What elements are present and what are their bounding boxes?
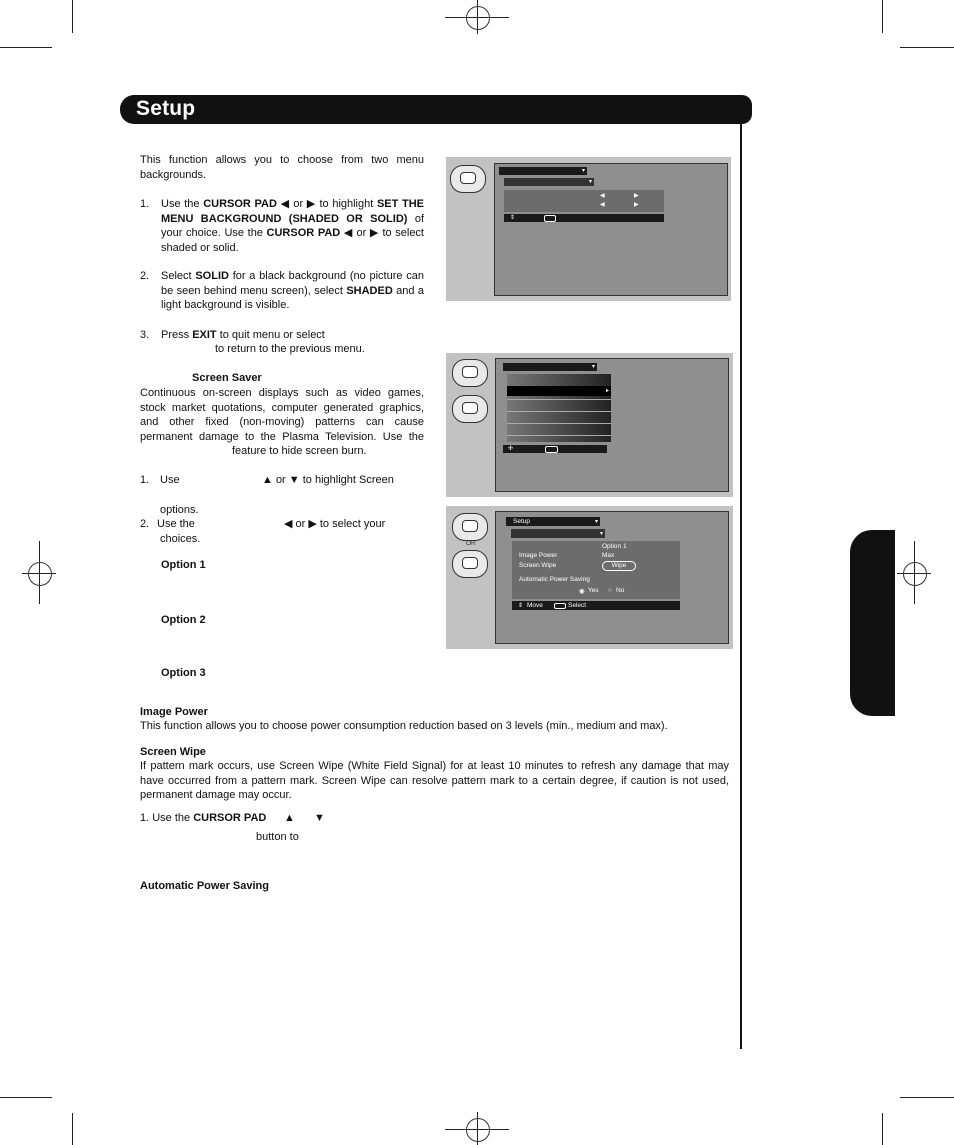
remote-cursor-pad-icon bbox=[452, 550, 488, 578]
sw-step-1: 1. Use the CURSOR PAD bbox=[140, 812, 267, 824]
option-label: Option 1 bbox=[161, 559, 206, 571]
sw-step-1-up: ▲ bbox=[284, 812, 295, 824]
submenu-bar: ▾ bbox=[504, 178, 594, 186]
auto-power-label: Automatic Power Saving bbox=[519, 576, 590, 583]
step-2-text: Select SOLID for a black background (no picture can be seen behind menu screen), select SHADED and a light background is visible. bbox=[161, 270, 424, 312]
crop-mark bbox=[882, 0, 883, 33]
menu-title-bar: ▾ bbox=[499, 167, 587, 175]
wipe-button[interactable]: Wipe bbox=[602, 561, 636, 571]
radio-no-icon[interactable]: ○ bbox=[608, 587, 612, 594]
step-number: 2. bbox=[140, 518, 150, 530]
sw-step-1-down: ▼ bbox=[314, 812, 325, 824]
illustration-panel-1 bbox=[446, 157, 731, 301]
menu-item-selected: ▸ bbox=[507, 386, 611, 396]
image-power-label: Image Power bbox=[519, 552, 558, 559]
crop-mark bbox=[900, 47, 954, 48]
auto-power-heading: Automatic Power Saving bbox=[140, 880, 269, 892]
registration-circle bbox=[466, 1118, 490, 1142]
image-power-heading: Image Power bbox=[140, 706, 208, 718]
nav-bar bbox=[512, 601, 680, 610]
select-icon bbox=[554, 603, 566, 609]
nav-bar: ⇕ bbox=[504, 214, 664, 222]
registration-circle bbox=[466, 6, 490, 30]
registration-circle bbox=[903, 562, 927, 586]
menu-title-bar: Setup ▾ bbox=[506, 517, 600, 526]
vertical-rule bbox=[740, 124, 742, 1049]
menu-title-bar: ▾ bbox=[503, 363, 597, 371]
crop-mark bbox=[0, 47, 52, 48]
image-power-body: This function allows you to choose power consumption reduction based on 3 levels (min., medium and max). bbox=[140, 720, 668, 732]
menu-title: Setup bbox=[513, 518, 530, 525]
remote-cursor-pad-icon bbox=[452, 395, 488, 423]
ss-step-1-b: ▲ or ▼ to highlight Screen bbox=[262, 474, 394, 486]
option-label: Option 2 bbox=[161, 614, 206, 626]
screen-wipe-label: Screen Wipe bbox=[519, 562, 557, 569]
step-number: 3. bbox=[140, 329, 150, 341]
crop-mark bbox=[72, 0, 73, 33]
crop-mark bbox=[72, 1113, 73, 1145]
osd-screen bbox=[495, 511, 729, 644]
no-label: No bbox=[616, 587, 625, 594]
ss-step-1-a: Use bbox=[160, 474, 180, 486]
remote-menu-icon bbox=[452, 359, 488, 387]
yes-label: Yes bbox=[588, 587, 599, 594]
settings-box bbox=[512, 541, 680, 599]
move-icon: ⇕ bbox=[518, 603, 524, 609]
step-3-line2: to return to the previous menu. bbox=[215, 343, 365, 355]
step-number: 1. bbox=[140, 198, 150, 210]
remote-menu-icon bbox=[452, 513, 488, 541]
osd-screen bbox=[494, 163, 728, 296]
ss-step-1-c: options. bbox=[160, 504, 199, 516]
submenu-bar: ▾ bbox=[511, 529, 605, 538]
illustration-panel-2 bbox=[446, 353, 733, 497]
crop-mark bbox=[900, 1097, 954, 1098]
step-number: 1. bbox=[140, 474, 150, 486]
menu-box: ◀ ▶ ◀ ▶ bbox=[504, 190, 664, 212]
screen-saver-body-2: feature to hide screen burn. bbox=[232, 445, 367, 457]
osd-screen bbox=[495, 358, 729, 492]
intro-text: This function allows you to choose from two menu backgrounds. bbox=[140, 154, 424, 181]
menu-list bbox=[507, 374, 611, 442]
radio-yes-icon[interactable]: ◉ bbox=[579, 588, 585, 595]
title-bar bbox=[120, 95, 752, 124]
nav-bar: ✣ bbox=[503, 445, 607, 453]
crop-mark bbox=[0, 1097, 52, 1098]
image-power-value[interactable]: Max bbox=[602, 552, 615, 559]
screen-saver-heading: Screen Saver bbox=[192, 372, 262, 384]
option-value: Option 1 bbox=[602, 543, 627, 550]
sw-step-1-button: button to bbox=[256, 831, 299, 843]
screen-saver-body: Continuous on-screen displays such as video games, stock market quotations, computer generated graphics, and other fixed (non-moving) patterns can cause permanent damage to the Plasma Television. Use the bbox=[140, 387, 424, 443]
remote-cursor-pad-icon bbox=[450, 165, 486, 193]
crop-mark bbox=[882, 1113, 883, 1145]
option-label: Option 3 bbox=[161, 667, 206, 679]
ss-step-2-b: ◀ or ▶ to select your bbox=[284, 518, 386, 530]
step-1-text: Use the CURSOR PAD ◀ or ▶ to highlight SET THE MENU BACKGROUND (SHADED OR SOLID) of your choice. Use the CURSOR PAD ◀ or ▶ to select shaded or solid. bbox=[161, 198, 425, 254]
registration-circle bbox=[28, 562, 52, 586]
step-number: 2. bbox=[140, 270, 150, 282]
section-tab bbox=[850, 530, 895, 716]
screen-wipe-heading: Screen Wipe bbox=[140, 746, 206, 758]
ss-step-2-c: choices. bbox=[160, 533, 201, 545]
select-label: Select bbox=[568, 602, 587, 609]
move-label: Move bbox=[527, 602, 543, 609]
ss-step-2-a: Use the bbox=[157, 518, 195, 530]
illustration-panel-3 bbox=[446, 506, 733, 649]
screen-wipe-body: If pattern mark occurs, use Screen Wipe (White Field Signal) for at least 10 minutes to refresh any damage that may have occurred from a pattern mark. Screen Wipe can resolve pattern mark to a certain degree, if caution is not used, permanent damage may occur. bbox=[140, 760, 729, 802]
step-3-text: Press EXIT to quit menu or select bbox=[161, 329, 325, 341]
or-label: OR bbox=[466, 540, 476, 547]
page-title: Setup bbox=[136, 97, 196, 120]
